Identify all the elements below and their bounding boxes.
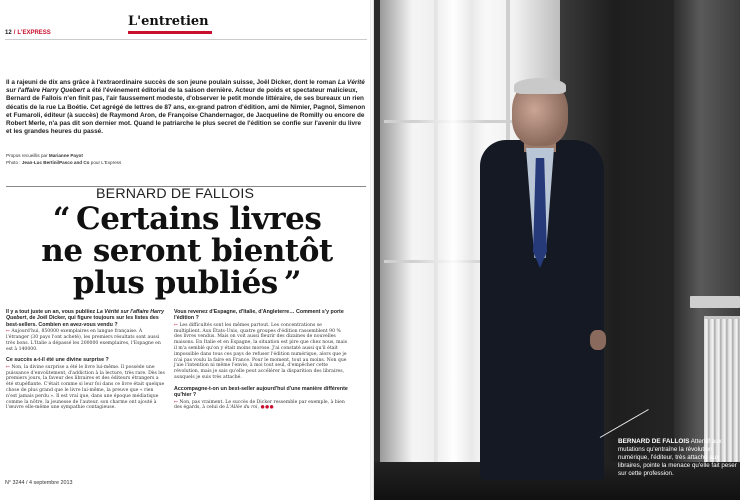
continued-mark: ●●● xyxy=(260,405,274,411)
close-quote: ” xyxy=(283,265,302,301)
headline-line-1: Certains livres xyxy=(76,201,322,237)
rubric-underline xyxy=(128,31,212,34)
subject-hair xyxy=(514,78,566,94)
intro-paragraph: Il a rajeuni de dix ans grâce à l'extraordinaire succès de son jeune poulain suisse, Joël Dicker, dont le roman La Vérité sur l'affaire Harry Quebert a été l'événement éditorial de la saison dernière. Acteur de poids et spectateur malicieux, Bernard de Fallois n'en finit pas, l'air faussement modeste, d'observer le petit monde littéraire, de ses bureaux un rien décatis de la rue La Boétie. Cet agrégé de lettres de 87 ans, ex-grand patron d'édition, ami de Nimier, Pagnol, Simenon et Fumaroli, éditeur (à succès) de Raymond Aron, de Françoise Chandernagor, de Jacqueline de Romilly ou encore de Robert Merle, n'a pas dit son dernier mot. Quand le patriarche le plus secret de l'édition se confie sur l'avenir du livre et les grandes heures du passé. xyxy=(6,79,366,136)
issue-footer: N° 3244 / 4 septembre 2013 xyxy=(5,480,73,486)
headline xyxy=(6,203,368,299)
interviewer-name: Marianne Payot xyxy=(48,153,83,158)
rubric-title: L'entretien xyxy=(128,14,209,29)
photographer-name: Jean-Luc Bertini/Pasco and Co xyxy=(21,159,90,165)
answer-4: ↦ Non, pas vraiment. Le succès de Dicker ressemble par exemple, à bien des égards, à celui de L'Allée du roi, ●●● xyxy=(174,399,345,411)
answer-arrow-icon: ↦ xyxy=(174,322,180,328)
answer-2: ↦ Non, la divine surprise a été le livre lui-même. Il possède une puissance d'envoûtement, d'addiction à la lecture, très rare. Dès les premiers jours, la faveur des libraires et des éditeurs étrangers a été stupéfiante. C'était comme si leur foi dans ce livre était quelque chose de plus grand que le livre lui-même, la preuve que « rien n'est jamais perdu ». Il est vrai que, dans une époque médiatique comme la nôtre, la jeunesse de l'auteur, son charme ont ajouté à l'œuvre elle-même une sympathie contagieuse. xyxy=(6,364,165,411)
caption-name: BERNARD DE FALLOIS xyxy=(618,438,690,445)
question-2: Ce succès a-t-il été une divine surprise ? xyxy=(6,357,109,364)
article-column-2 xyxy=(174,309,350,416)
rubric xyxy=(128,14,212,34)
question-1: Il y a tout juste un an, vous publiiez La Vérité sur l'affaire Harry Quebert, de Joël Dicker, qui figure toujours sur les listes des best-sellers. Combien en avez-vous vendu ? xyxy=(6,309,165,328)
page-number: 12 xyxy=(5,30,12,36)
answer-3: ↦ Les difficultés sont les mêmes partout. Les concentrations se multiplient. Aux États-Unis, quatre groupes d'édition rassemblent 90 % des livres vendus. Mais on voit aussi fleurir des dizaines de nouvelles maisons. En Italie et en Espagne, la situation est pire que chez nous, mais il m'a semblé qu'on y était moins morose. J'ai constaté aussi qu'il était impossible dans tous ces pays de refuser l'édition numérique, alors que je n'ai pas voulu la faire en France. Pour le moment, tout au moins. Non que j'aie l'intention ni même l'envie, à moi tout seul, d'empêcher cette révolution, mais je sais qu'elle peut accélérer la disparition des libraires, auxquels je suis très attaché. xyxy=(174,322,348,380)
answer-arrow-icon: ↦ xyxy=(6,364,12,370)
headline-line-2: ne seront bientôt xyxy=(41,233,333,269)
magazine-name: L'EXPRESS xyxy=(17,30,51,36)
photo-caption: BERNARD DE FALLOIS Attentif aux mutations qu'entraîne la révolution numérique, l'éditeur, très attaché aux libraires, pointe la menace qu'elle fait peser sur cette profession. xyxy=(618,438,737,477)
photo-credit: Photo : Jean-Luc Bertini/Pasco and Co pour L'Express xyxy=(6,159,122,165)
answer-1: ↦ Aujourd'hui, 850000 exemplaires en langue française. À l'étranger (30 pays l'ont acheté), les premiers résultats sont aussi très bons. L'Italie a dépassé les 200000 exemplaires, l'Espagne en est à 140000. xyxy=(6,329,161,352)
article-column-1 xyxy=(6,309,166,416)
interviewee-name: BERNARD DE FALLOIS xyxy=(96,186,255,202)
side-table xyxy=(690,296,740,308)
interview-credit: Propos recueillis par Marianne Payot xyxy=(6,153,83,158)
portrait-subject xyxy=(470,80,610,480)
question-3: Vous revenez d'Espagne, d'Italie, d'Angleterre… Comment s'y porte l'édition ? xyxy=(174,309,344,322)
answer-arrow-icon: ↦ xyxy=(174,399,180,405)
folio: 12 / L'EXPRESS xyxy=(5,30,51,36)
portrait-photo xyxy=(374,0,740,500)
answer-arrow-icon: ↦ xyxy=(6,329,12,335)
book-title: La Vérité sur l'affaire Harry Quebert xyxy=(6,79,365,95)
open-quote: “ xyxy=(52,201,71,237)
credits xyxy=(6,153,306,166)
headline-line-3: plus publiés xyxy=(72,265,278,301)
top-rule xyxy=(5,39,367,40)
question-4: Accompagne-t-on un best-seller aujourd'hui d'une manière différente qu'hier ? xyxy=(174,385,348,399)
